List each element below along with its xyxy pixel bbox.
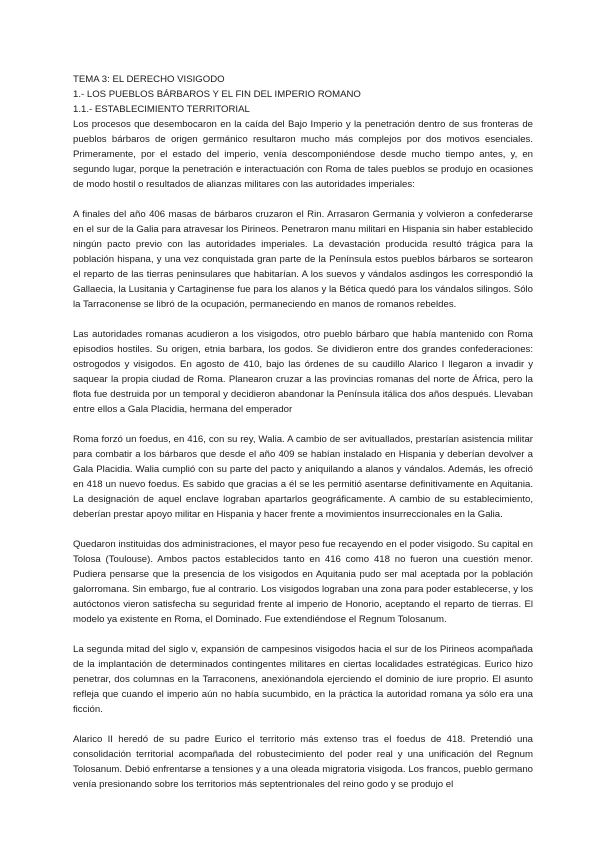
section-heading: 1.- LOS PUEBLOS BÁRBAROS Y EL FIN DEL IMPERIO ROMANO (73, 89, 361, 100)
document-page (73, 72, 533, 807)
body-paragraph-1: Los procesos que desembocaron en la caída del Bajo Imperio y la penetración dentro de sus fronteras de pueblos bárbaros de origen germánico resultaron mucho más complejos por dos motivos esenciales. Primeramente, por el estado del imperio, venía descomponiéndose desde mucho tiempo antes, y, en segundo lugar, porque la penetración e interactuación con Roma de tales pueblos se produjo en ocasiones de modo hostil o resultados de alianzas militares con las autoridades imperiales: (73, 119, 533, 190)
body-paragraph-6: La segunda mitad del siglo v, expansión de campesinos visigodos hacia el sur de los Pirineos acompañada de la implantación de determinados contingentes militares en ciertas localidades estratégicas. Eurico hizo penetrar, dos columnas en la Tarraconens, anexiónandola ejerciendo el dominio de iure proprio. El asunto refleja que cuando el imperio aún no había sucumbido, en la práctica la autoridad romana ya sólo era una ficción. (73, 644, 533, 715)
body-paragraph-2: A finales del año 406 masas de bárbaros cruzaron el Rin. Arrasaron Germania y volvieron a confederarse en el sur de la Galia para atravesar los Pirineos. Penetraron manu militari en Hispania sin haber establecido ningún pacto previo con las autoridades imperiales. La devastación producida resultó trágica para la población hispana, y una vez conquistada gran parte de la Península estos pueblos bárbaros se sortearon el reparto de las tierras peninsulares que habitarían. A los suevos y vándalos asdingos les correspondió la Gallaecia, la Lusitania y Cartaginense fue para los alanos y la Bética quedó para los vándalos silingos. Sólo la Tarraconense se libró de la ocupación, permaneciendo en manos de romanos rebeldes. (73, 209, 533, 310)
body-paragraph-7: Alarico II heredó de su padre Eurico el territorio más extenso tras el foedus de 418. Pretendió una consolidación territorial acompañada del robustecimiento del poder real y una unificación del Regnum Tolosanum. Debió enfrentarse a tensiones y a una oleada migratoria visigoda. Los francos, pueblo germano venía presionando sobre los territorios más septentrionales del reino godo y se produjo el (73, 734, 533, 790)
body-paragraph-5: Quedaron instituidas dos administraciones, el mayor peso fue recayendo en el poder visigodo. Su capital en Tolosa (Toulouse). Ambos pactos establecidos tanto en 416 como 418 no fueron una cuestión menor. Pudiera pensarse que la presencia de los visigodos en Aquitania pudo ser mal aceptada por la población galorromana. Sin embargo, fue al contrario. Los visigodos lograban una zona para poder establecerse, y los autóctonos vieron satisfecha su seguridad frente al imperio de Honorio, aceptando el reparto de tierras. El modelo ya existente en Roma, el Dominado. Fue extendiéndose el Regnum Tolosanum. (73, 539, 533, 625)
subsection-heading: 1.1.- ESTABLECIMIENTO TERRITORIAL (73, 104, 250, 115)
document-title: TEMA 3: EL DERECHO VISIGODO (73, 74, 225, 85)
body-paragraph-3: Las autoridades romanas acudieron a los visigodos, otro pueblo bárbaro que había mantenido con Roma episodios hostiles. Su origen, etnia barbara, los godos. Se dividieron entre dos grandes confederaciones: ostrogodos y visigodos. En agosto de 410, bajo las órdenes de su caudillo Alarico I llegaron a invadir y saquear la propia ciudad de Roma. Planearon cruzar a las provincias romanas del norte de África, pero la flota fue destruida por un temporal y decidieron abandonar la Península itálica dos años después. Llevaban entre ellos a Gala Placidia, hermana del emperador (73, 329, 533, 415)
body-paragraph-4: Roma forzó un foedus, en 416, con su rey, Walia. A cambio de ser avituallados, prestarían asistencia militar para combatir a los bárbaros que desde el año 409 se habían instalado en Hispania y deberían devolver a Gala Placidia. Walia cumplió con su parte del pacto y aniquilando a alanos y vándalos. Además, les ofreció en 418 un nuevo foedus. Es sabido que gracias a él se les permitió asentarse definitivamente en Aquitania. La designación de aquel enclave lograban apartarlos geográficamente. A cambio de su establecimiento, deberían prestar apoyo militar en Hispania y hacer frente a movimientos insurreccionales en la Galia. (73, 434, 533, 520)
